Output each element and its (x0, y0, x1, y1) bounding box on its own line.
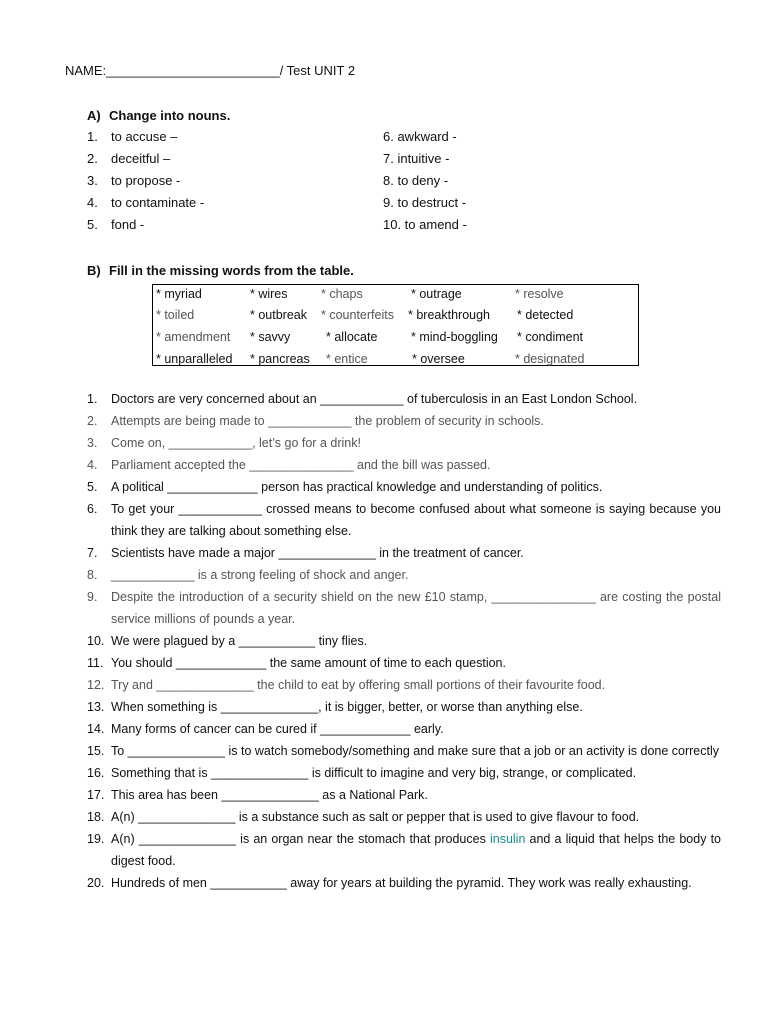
item-text: Something that is ______________ is difficult to imagine and very big, strange, or complicated. (111, 766, 637, 780)
list-item (87, 130, 507, 152)
item-text: Attempts are being made to ____________ the problem of security in schools. (111, 414, 544, 428)
item-number: 4. (87, 458, 98, 472)
item-text: deceitful – (111, 151, 171, 166)
item-text: Doctors are very concerned about an ____________ of tuberculosis in an East London School. (111, 392, 638, 406)
item-text: 7. intuitive - (383, 151, 450, 166)
table-word: * detected (517, 308, 574, 322)
item-number: 20. (87, 876, 105, 890)
list-item (87, 762, 721, 784)
item-number: 11. (87, 656, 104, 670)
section-a-heading: Change into nouns. (109, 108, 231, 123)
item-text: A political _____________ person has practical knowledge and understanding of politics. (111, 480, 603, 494)
item-number: 7. (87, 546, 98, 560)
list-item (87, 586, 721, 630)
item-text: To ______________ is to watch somebody/something and make sure that a job or an activity is done correctly (111, 744, 719, 758)
list-item (87, 784, 721, 806)
item-text: 10. to amend - (383, 217, 467, 232)
item-number: 3. (87, 173, 98, 188)
item-number: 3. (87, 436, 98, 450)
item-text: When something is ______________, it is bigger, better, or worse than anything else. (111, 700, 583, 714)
list-item (87, 828, 721, 872)
item-text: to accuse – (111, 129, 178, 144)
item-number: 15. (87, 744, 105, 758)
table-word: * chaps (321, 287, 363, 301)
table-word: * outbreak (250, 308, 307, 322)
table-word: * allocate (326, 330, 378, 344)
item-number: 1. (87, 129, 98, 144)
list-item (87, 696, 721, 718)
item-number: 17. (87, 788, 105, 802)
item-text: This area has been ______________ as a National Park. (111, 788, 428, 802)
table-word: * unparalleled (156, 352, 233, 366)
list-item (87, 872, 721, 894)
table-word: * breakthrough (408, 308, 491, 322)
item-number: 5. (87, 217, 98, 232)
item-number: 4. (87, 195, 98, 210)
list-item (87, 630, 721, 652)
item-number: 19. (87, 832, 105, 846)
item-number: 9. (87, 590, 98, 604)
sentences-list (87, 388, 721, 894)
item-text: ____________ is a strong feeling of shock and anger. (111, 568, 409, 582)
list-item (87, 388, 721, 410)
table-word: * toiled (156, 308, 195, 322)
item-number: 16. (87, 766, 105, 780)
list-item (87, 196, 507, 218)
table-word: * savvy (250, 330, 291, 344)
table-word: * condiment (517, 330, 584, 344)
table-word: * amendment (156, 330, 231, 344)
list-item (87, 174, 507, 196)
item-text: Try and ______________ the child to eat by offering small portions of their favourite food. (111, 678, 606, 692)
list-item (87, 806, 721, 828)
word-table (152, 284, 639, 366)
list-item (87, 542, 721, 564)
item-number: 1. (87, 392, 98, 406)
item-text: to propose - (111, 173, 181, 188)
nouns-list (87, 130, 507, 240)
item-text: and a liquid that helps the body to digest food. (111, 832, 722, 868)
table-word: * wires (250, 287, 288, 301)
name-test-header: NAME:________________________/ Test UNIT 2 (65, 63, 356, 78)
item-number: 12. (87, 678, 105, 692)
item-number: 8. (87, 568, 98, 582)
item-number: 2. (87, 414, 98, 428)
section-a-label: A) (87, 108, 101, 123)
list-item (87, 454, 721, 476)
list-item (87, 718, 721, 740)
list-item (87, 652, 721, 674)
table-word: * myriad (156, 287, 202, 301)
item-text: To get your ____________ crossed means to become confused about what someone is saying because you think they are talking about something else. (111, 502, 721, 538)
item-number: 5. (87, 480, 98, 494)
table-word: * oversee (412, 352, 465, 366)
table-word: * designated (515, 352, 585, 366)
list-item (87, 498, 721, 542)
table-word: * pancreas (250, 352, 310, 366)
highlight-word: insulin (489, 832, 526, 846)
section-b-heading: Fill in the missing words from the table. (109, 263, 354, 278)
list-item (87, 410, 721, 432)
table-word: * outrage (411, 287, 462, 301)
section-b-title (87, 263, 354, 278)
item-number: 14. (87, 722, 105, 736)
item-text: Come on, ____________, let’s go for a drink! (111, 436, 361, 450)
item-number: 18. (87, 810, 105, 824)
list-item (87, 218, 507, 240)
item-text: 6. awkward - (383, 129, 457, 144)
item-number: 2. (87, 151, 98, 166)
section-a-title (87, 108, 230, 123)
item-number: 13. (87, 700, 105, 714)
item-text: We were plagued by a ___________ tiny flies. (111, 634, 368, 648)
item-text: 8. to deny - (383, 173, 449, 188)
list-item (87, 740, 721, 762)
table-word: * resolve (515, 287, 564, 301)
list-item (87, 476, 721, 498)
table-word: * counterfeits (321, 308, 394, 322)
item-text: Parliament accepted the _______________ and the bill was passed. (111, 458, 491, 472)
section-b-label: B) (87, 263, 101, 278)
item-text: 9. to destruct - (383, 195, 467, 210)
item-text: fond - (111, 217, 145, 232)
list-item (87, 564, 721, 586)
item-text: A(n) ______________ is an organ near the stomach that produces (111, 832, 490, 846)
item-text: to contaminate - (111, 195, 205, 210)
item-text: You should _____________ the same amount of time to each question. (111, 656, 506, 670)
item-text: Scientists have made a major ______________ in the treatment of cancer. (111, 546, 524, 560)
item-text: Many forms of cancer can be cured if _____________ early. (111, 722, 444, 736)
item-number: 6. (87, 502, 98, 516)
list-item (87, 152, 507, 174)
table-word: * mind-boggling (411, 330, 498, 344)
item-text: Despite the introduction of a security shield on the new £10 stamp, _______________ are costing the postal service millions of pounds a year. (111, 590, 721, 626)
list-item (87, 674, 721, 696)
item-number: 10. (87, 634, 105, 648)
item-text: Hundreds of men ___________ away for years at building the pyramid. They work was really exhausting. (111, 876, 692, 890)
table-word: * entice (326, 352, 368, 366)
list-item (87, 432, 721, 454)
item-text: A(n) ______________ is a substance such as salt or pepper that is used to give flavour to food. (111, 810, 640, 824)
